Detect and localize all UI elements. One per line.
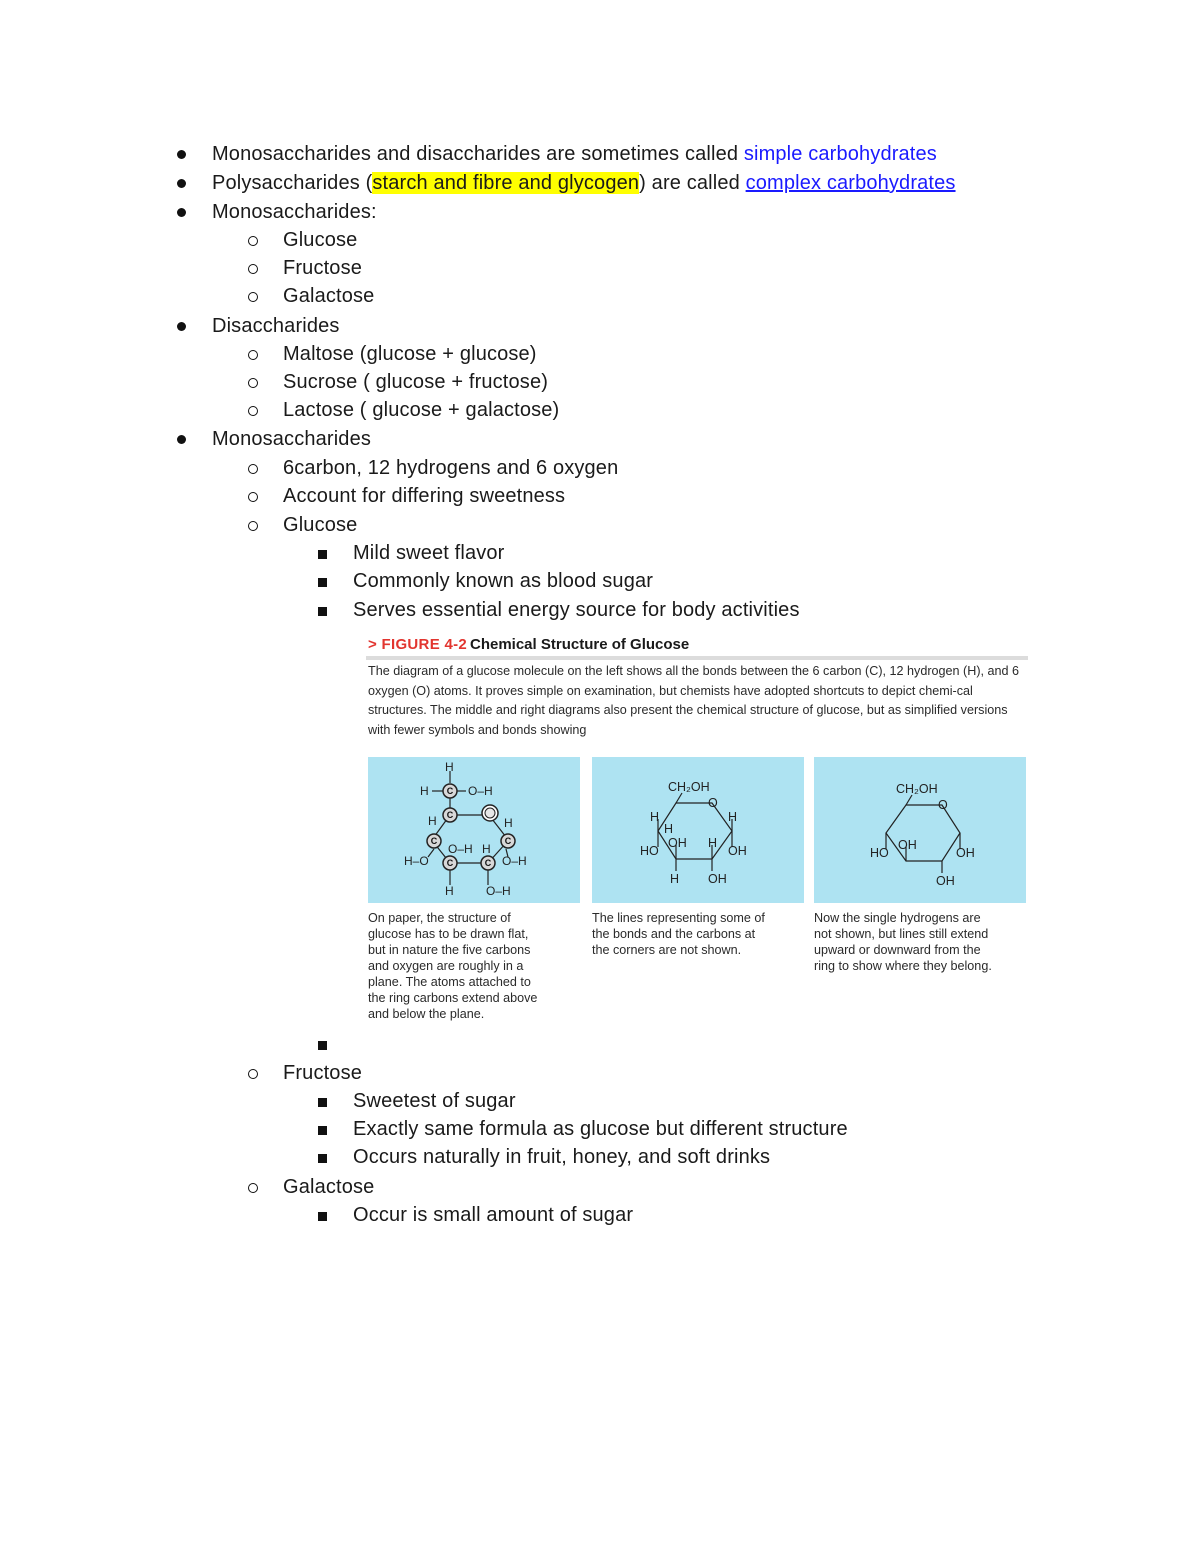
atom-label: H xyxy=(445,884,454,898)
atom-label: O–H xyxy=(468,784,493,798)
list-item: Glucose xyxy=(283,229,358,251)
glucose-figure xyxy=(366,634,1028,1026)
atom-label: H xyxy=(664,822,674,836)
atom-label: H xyxy=(728,810,738,824)
atom-label: O–H xyxy=(486,884,511,898)
bullet-circle xyxy=(248,350,258,360)
complex-carbohydrates-link[interactable]: complex carbohydrates xyxy=(745,172,956,194)
atom-label: OH xyxy=(708,872,727,886)
atom-label: O–H xyxy=(502,854,527,868)
bullet-simple-carbs xyxy=(212,140,937,168)
list-item: Serves essential energy source for body activities xyxy=(353,599,800,621)
bullet-square xyxy=(318,1041,327,1050)
atom-label: HO xyxy=(640,844,659,858)
panel-caption: The lines representing some of the bonds and the carbons at the corners are not shown. xyxy=(592,911,765,957)
atom-label: O xyxy=(708,796,718,810)
bullet-disaccharides: Disaccharides xyxy=(212,315,340,337)
atom-label: H xyxy=(482,842,491,856)
atom-label: H xyxy=(428,814,437,828)
text: Polysaccharides ( xyxy=(212,172,373,194)
text: ) are called xyxy=(639,172,746,194)
bullet-monosaccharides-heading: Monosaccharides: xyxy=(212,201,377,223)
figure-caption: The diagram of a glucose molecule on the left shows all the bonds between the 6 carbon (C), 12 hydrogen (H), and 6 oxygen (O) atoms. It proves simple on examination, but chemists have adopted shortcuts to depict chemi-cal structures. The middle and right diagrams also present the chemical structure of glucose, but as simplified versions with fewer symbols and bonds showing xyxy=(368,664,1020,737)
atom-label: CH₂OH xyxy=(668,780,710,794)
atom-label: OH xyxy=(936,874,955,888)
figure-number: > FIGURE 4-2 xyxy=(368,636,468,653)
list-item: Mild sweet flavor xyxy=(353,542,505,564)
list-item: Lactose ( glucose + galactose) xyxy=(283,399,560,421)
atom-label: C xyxy=(446,786,454,796)
bullet-dot xyxy=(177,208,186,217)
list-item: Commonly known as blood sugar xyxy=(353,570,654,592)
glucose-simplified-diagram xyxy=(592,757,804,903)
bullet-dot xyxy=(177,150,186,159)
list-item: Sweetest of sugar xyxy=(353,1090,516,1112)
atom-label: CH₂OH xyxy=(896,782,938,796)
atom-label: H xyxy=(670,872,680,886)
bullet-square xyxy=(318,1126,327,1135)
panel-caption: Now the single hydrogens are not shown, but lines still extend upward or downward from the ring to show where they belong. xyxy=(814,911,992,973)
atom-label: H xyxy=(445,760,454,774)
list-item: Occurs naturally in fruit, honey, and soft drinks xyxy=(353,1146,771,1168)
bullet-square xyxy=(318,578,327,587)
bullet-circle xyxy=(248,292,258,302)
atom-label: H xyxy=(420,784,429,798)
atom-label: H xyxy=(504,816,513,830)
list-item-fructose: Fructose xyxy=(283,1062,363,1084)
term-simple-carbohydrates: simple carbohydrates xyxy=(743,143,937,165)
atom-label: O xyxy=(938,798,948,812)
bullet-dot xyxy=(177,322,186,331)
list-item: Account for differing sweetness xyxy=(283,485,566,507)
glucose-skeletal-diagram xyxy=(814,757,1026,903)
list-item: 6carbon, 12 hydrogens and 6 oxygen xyxy=(283,457,619,479)
highlighted-text: starch and fibre and glycogen xyxy=(372,172,640,194)
panel-full-structure xyxy=(368,757,580,903)
bullet-circle xyxy=(248,1069,258,1079)
atom-label: H–O xyxy=(404,854,429,868)
list-item: Exactly same formula as glucose but different structure xyxy=(353,1118,848,1140)
bullet-monosaccharides: Monosaccharides xyxy=(212,428,371,450)
list-item: Fructose xyxy=(283,257,363,279)
bullet-square xyxy=(318,550,327,559)
bullet-dot xyxy=(177,179,186,188)
bullet-circle xyxy=(248,1183,258,1193)
atom-label: C xyxy=(446,810,454,820)
atom-label: OH xyxy=(898,838,917,852)
atom-label: OH xyxy=(956,846,975,860)
atom-label: OH xyxy=(668,836,687,850)
list-item: Galactose xyxy=(283,285,375,307)
bullet-circle xyxy=(248,264,258,274)
atom-label: C xyxy=(430,836,438,846)
atom-label: HO xyxy=(870,846,889,860)
list-item-galactose: Galactose xyxy=(283,1176,375,1198)
bullet-circle xyxy=(248,406,258,416)
atom-label: O–H xyxy=(448,842,473,856)
bullet-circle xyxy=(248,236,258,246)
list-item: Occur is small amount of sugar xyxy=(353,1204,634,1226)
list-item: Sucrose ( glucose + fructose) xyxy=(283,371,549,393)
figure-header xyxy=(366,634,1028,660)
atom-label: C xyxy=(484,858,492,868)
panel-simplified-structure xyxy=(592,757,804,903)
figure-title: Chemical Structure of Glucose xyxy=(470,636,690,653)
bullet-circle xyxy=(248,378,258,388)
bullet-polysaccharides xyxy=(212,169,956,197)
bullet-square xyxy=(318,1098,327,1107)
atom-label: OH xyxy=(728,844,747,858)
glucose-full-structure-diagram xyxy=(368,757,580,903)
list-item: Maltose (glucose + glucose) xyxy=(283,343,537,365)
atom-label: H xyxy=(650,810,660,824)
bullet-dot xyxy=(177,435,186,444)
bullet-circle xyxy=(248,521,258,531)
bullet-circle xyxy=(248,464,258,474)
list-item: Glucose xyxy=(283,514,358,536)
atom-label: H xyxy=(708,836,718,850)
bullet-square xyxy=(318,607,327,616)
panel-skeletal-structure xyxy=(814,757,1026,903)
bullet-square xyxy=(318,1154,327,1163)
atom-label: C xyxy=(504,836,512,846)
text: Monosaccharides and disaccharides are sometimes called xyxy=(212,143,744,165)
atom-label: C xyxy=(446,858,454,868)
bullet-square xyxy=(318,1212,327,1221)
bullet-circle xyxy=(248,492,258,502)
panel-caption: On paper, the structure of glucose has to be drawn flat, but in nature the five carbons and oxygen are roughly in a plane. The atoms attached to the ring carbons extend above and below the plane. xyxy=(368,911,538,1021)
